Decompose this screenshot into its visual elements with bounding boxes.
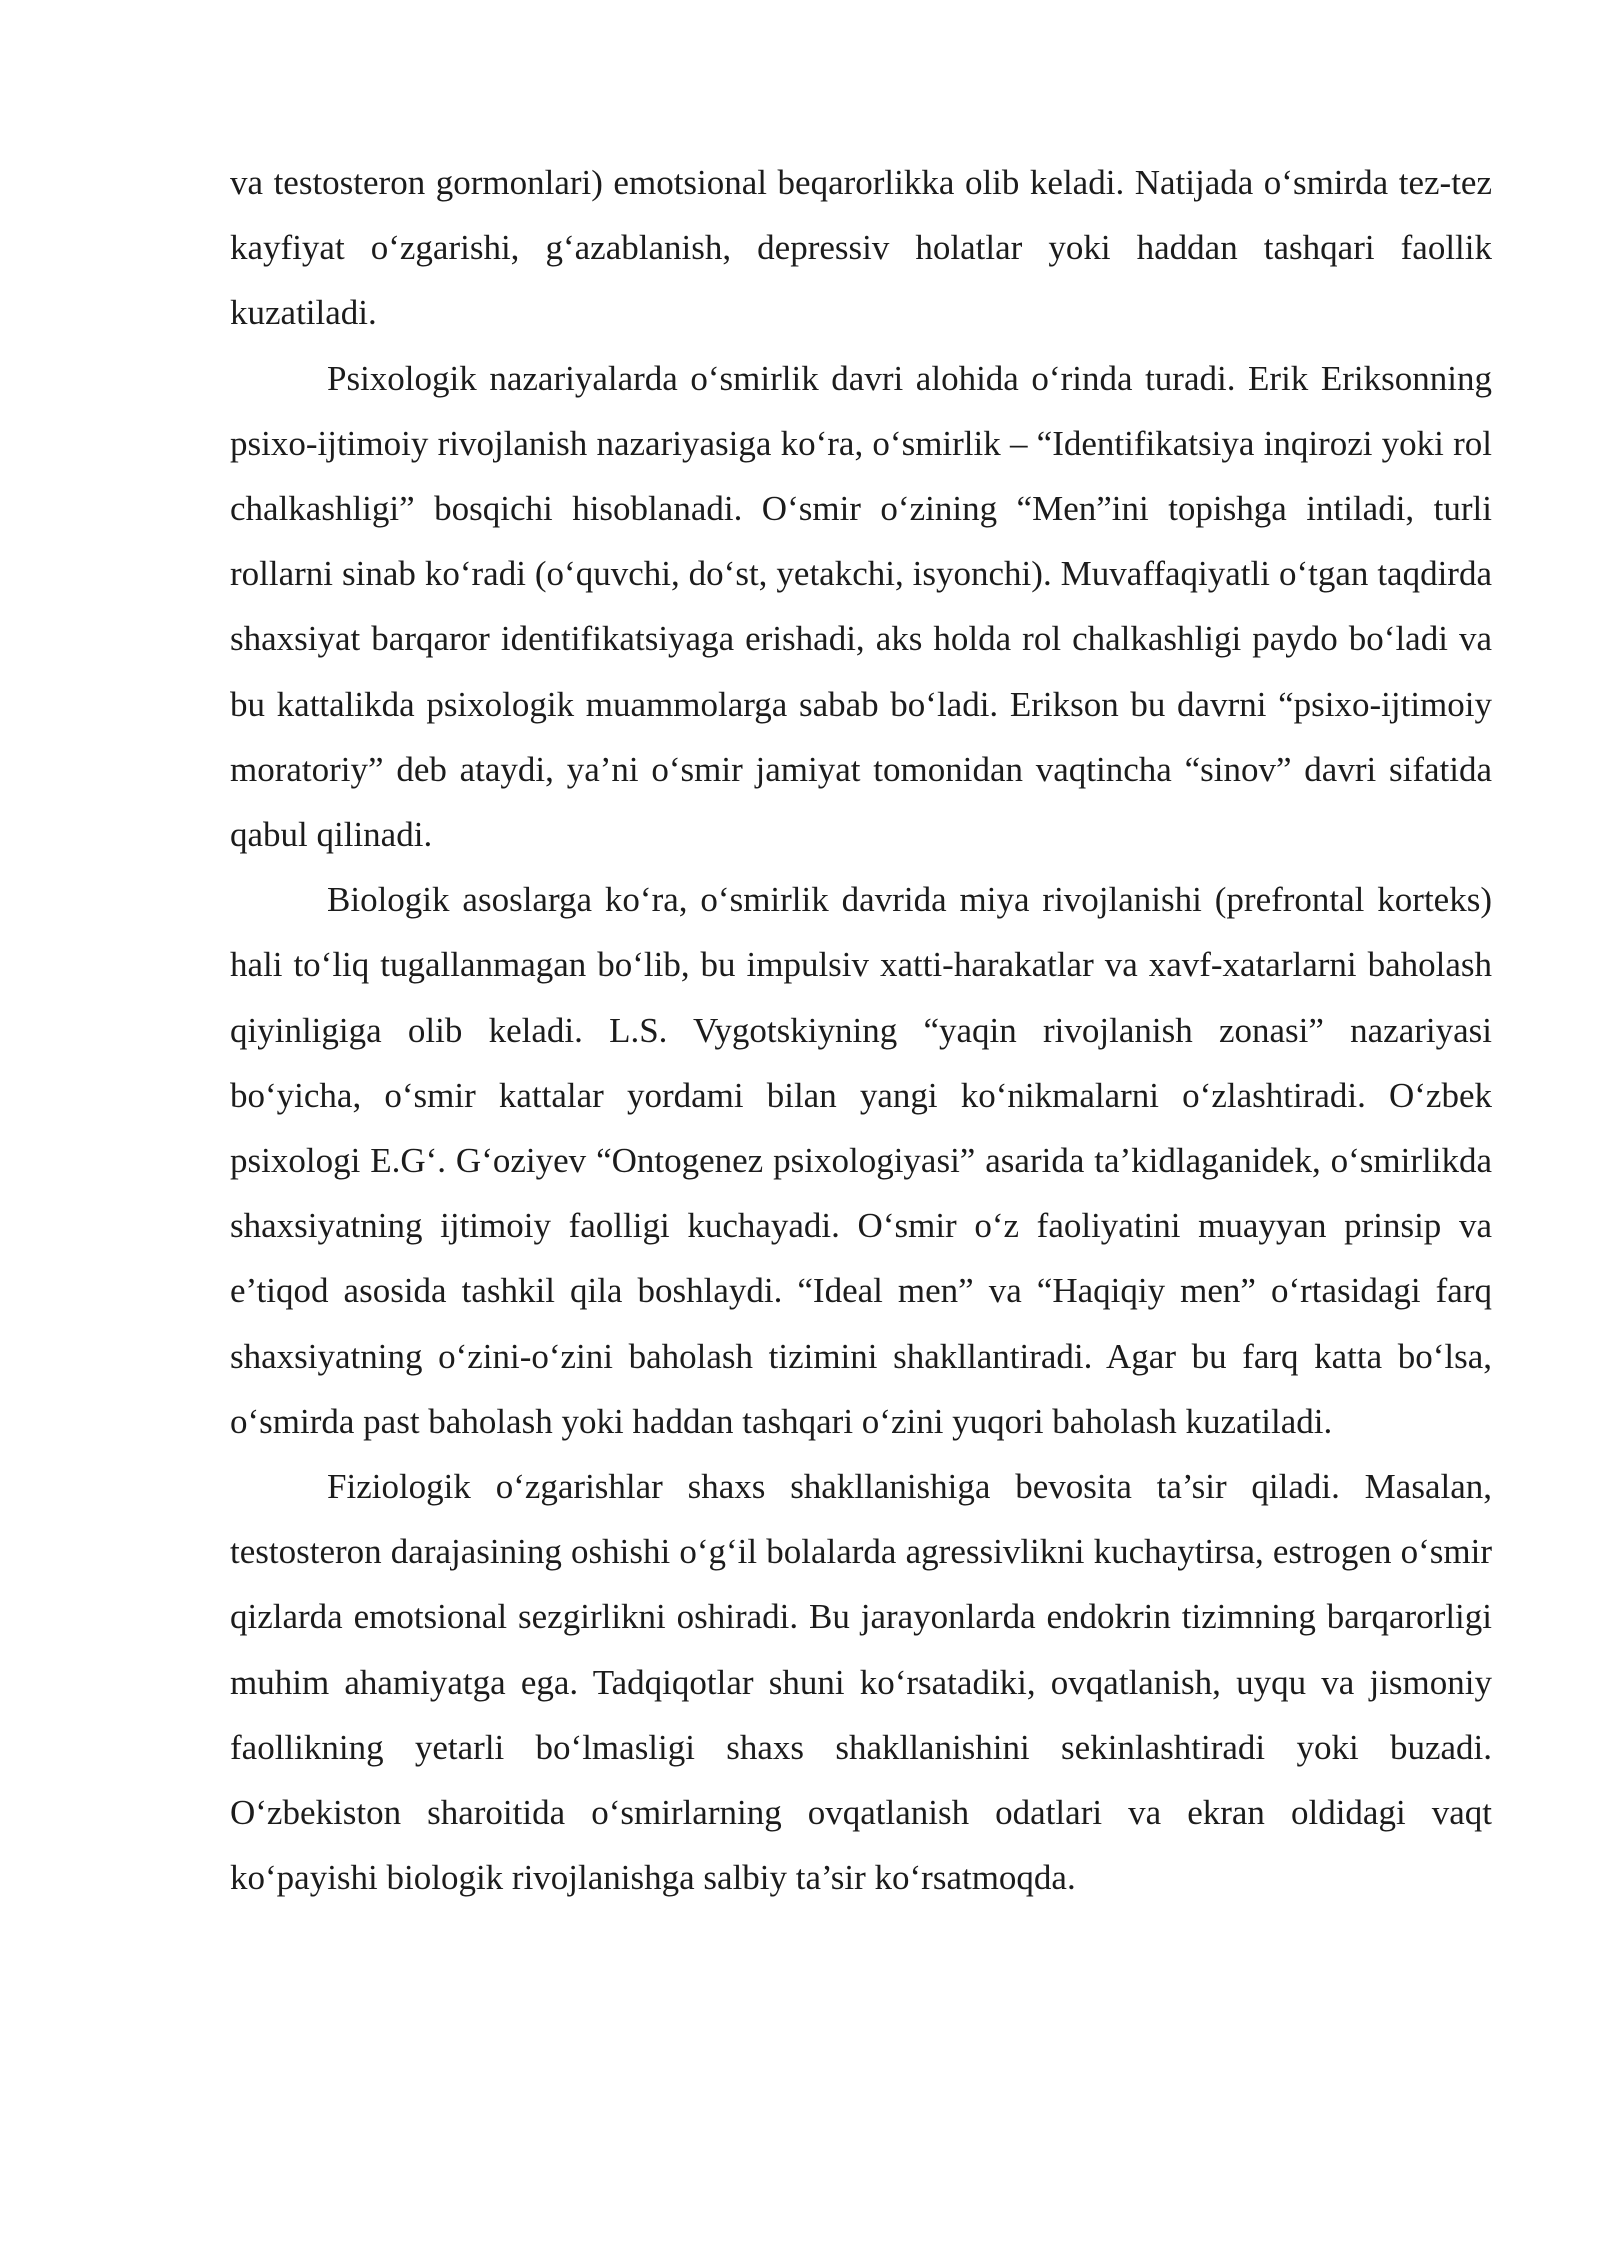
paragraph-2: Psixologik nazariyalarda o‘smirlik davri alohida o‘rinda turadi. Erik Eriksonning psixo-ijtimoiy rivojlanish nazariyasiga ko‘ra, o‘smirlik – “Identifikatsiya inqirozi yoki rol chalkashligi” bosqichi hisoblanadi. O‘smir o‘zining “Men”ini topishga intiladi, turli rollarni sinab ko‘radi (o‘quvchi, do‘st, yetakchi, isyonchi). Muvaffaqiyatli o‘tgan taqdirda shaxsiyat barqaror identifikatsiyaga erishadi, aks holda rol chalkashligi paydo bo‘ladi va bu kattalikda psixologik muammolarga sabab bo‘ladi. Erikson bu davrni “psixo-ijtimoiy moratoriy” deb ataydi, ya’ni o‘smir jamiyat tomonidan vaqtincha “sinov” davri sifatida qabul qilinadi. [230,358,1492,855]
paragraph-3: Biologik asoslarga ko‘ra, o‘smirlik davrida miya rivojlanishi (prefrontal korteks) hali to‘liq tugallanmagan bo‘lib, bu impulsiv xatti-harakatlar va xavf-xatarlarni baholash qiyinligiga olib keladi. L.S. Vygotskiyning “yaqin rivojlanish zonasi” nazariyasi bo‘yicha, o‘smir kattalar yordami bilan yangi ko‘nikmalarni o‘zlashtiradi. O‘zbek psixologi E.G‘. G‘oziyev “Ontogenez psixologiyasi” asarida ta’kidlaganidek, o‘smirlikda shaxsiyatning ijtimoiy faolligi kuchayadi. O‘smir o‘z faoliyatini muayyan prinsip va e’tiqod asosida tashkil qila boshlaydi. “Ideal men” va “Haqiqiy men” o‘rtasidagi farq shaxsiyatning o‘zini-o‘zini baholash tizimini shakllantiradi. Agar bu farq katta bo‘lsa, o‘smirda past baholash yoki haddan tashqari o‘zini yuqori baholash kuzatiladi. [230,880,1492,1441]
paragraph-4: Fiziologik o‘zgarishlar shaxs shakllanishiga bevosita ta’sir qiladi. Masalan, testosteron darajasining oshishi o‘g‘il bolalarda agressivlikni kuchaytirsa, estrogen o‘smir qizlarda emotsional sezgirlikni oshiradi. Bu jarayonlarda endokrin tizimning barqarorligi muhim ahamiyatga ega. Tadqiqotlar shuni ko‘rsatadiki, ovqatlanish, uyqu va jismoniy faollikning yetarli bo‘lmasligi shaxs shakllanishini sekinlashtiradi yoki buzadi. O‘zbekiston sharoitida o‘smirlarning ovqatlanish odatlari va ekran oldidagi vaqt ko‘payishi biologik rivojlanishga salbiy ta’sir ko‘rsatmoqda. [230,1467,1492,1898]
document-page [230,150,1492,1910]
paragraph-1: va testosteron gormonlari) emotsional beqarorlikka olib keladi. Natijada o‘smirda tez-tez kayfiyat o‘zgarishi, g‘azablanish, depressiv holatlar yoki haddan tashqari faollik kuzatiladi. [230,163,1492,333]
